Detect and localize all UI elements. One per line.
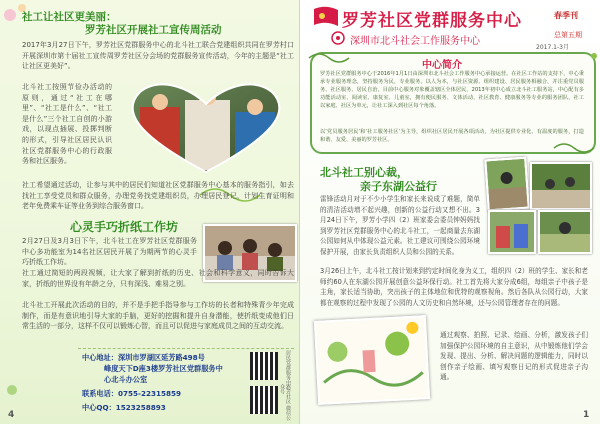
article-paragraph-2: 3月26日上午，北斗社工按计划来到约定时间化身为义工，组织四（2）班的学生、家长和老师约60人在东湖公园开展创意公益环保行动。社工首先将大家分成6组，每组亲子中孩子是主角，家长适当协助，突出孩子的主体地位和优特的观察视角。然后各队从公园行动，大家都在观察的过程中发现了公园的人文历史和自然环境，还与公园管理者存在的问题。 <box>320 267 588 307</box>
section1-heading1: 社工让社区更美丽： <box>22 11 117 23</box>
article-heading2: 亲子东湖公益行 <box>360 180 437 193</box>
section2-paragraph-3: 北斗社工开展此次活动的目的，并不是手把手指导参与工作坊的长者和特殊青少年完成制作，而是有意识地引导大家的手脑，更好的挖掘和提升自身潜能，使折纸变成他们日常生活的一部分，这样不仅可以锻炼心智，而且可以促进与家庭成员之间的互动交流。 <box>22 301 294 331</box>
page-number-right: 1 <box>583 410 590 420</box>
masthead-subtitle: 深圳市北斗社会工作服务中心 <box>350 36 480 47</box>
address-line-3: 心北斗办公室 <box>104 375 148 384</box>
qr-code-service-center <box>250 352 278 380</box>
section1-paragraph-3: 社工希望通过活动，让参与其中的居民们知道社区党群服务中心基本的服务指引，如去找社工享受党员和群众服务，办理党务找党建组织员，办理居民登记，计划生育证明和老年免费乘车证等业务到综合服务窗口。 <box>22 181 294 211</box>
article-paragraph-1: 雷锋活动月对于不少小学生和家长来说成了难题，简单的清洁活动增不起兴趣，创新的公益行动又想不出。3月24日下午，罗芳小学四（2）班家委会委员钟妈妈找到罗芳社区党群服务中心的北斗社工，一起商量去东湖公园如何从中体现公益元素。社工建议可围绕公园环境保护开展，由家长负责组织人员和公园的关系。 <box>320 195 480 256</box>
intro-text-2: 以‘党员服务居民’和‘社工服务社区’为主导，组织社区居民开展各项活动，为社区提供专业化、有温度的服务，打造和谐、友爱、美丽的罗芳社区。 <box>320 129 584 143</box>
child-drawing-image <box>314 315 430 405</box>
qr1-caption: 居民党群服务中心 <box>285 350 291 390</box>
contact-address <box>82 352 252 363</box>
qq-label: 中心QQ： <box>82 403 116 412</box>
address-label: 中心地址： <box>82 353 118 362</box>
park-photo-1 <box>484 157 530 212</box>
section1-paragraph-1: 2017年3月27日下午，罗芳社区党群服务中心的北斗社工联合党建组织共同在罗芳村口开展深圳市第十届社工宣传周罗芳社区分会场的党群服务宣传活动，今年的主题是“社工让社区更美好”。 <box>22 41 294 71</box>
edition-label: 春季刊 <box>554 11 578 20</box>
issue-label: 总第五期 <box>554 31 582 39</box>
park-photo-2 <box>530 162 592 210</box>
article-paragraph-3: 通过观察、拍照、记录、绘画、分析，激发孩子们加强保护公园环境的自主意识，从中锻炼他们学会发现、提出、分析、解决问题的逻辑能力，同时以创作亲子绘画、填写观察日记的形式促进亲子沟通。 <box>440 331 588 381</box>
party-flag-logo <box>312 6 340 32</box>
phone-label: 联系电话： <box>82 389 118 398</box>
park-photo-3 <box>488 210 536 254</box>
park-photo-4 <box>538 210 592 254</box>
qr2-caption: 罗芳社区 微信公众号 <box>279 384 291 421</box>
masthead-title: 罗芳社区党群服务中心 <box>342 11 522 31</box>
issue-date: 2017.1-3月 <box>536 44 569 51</box>
flower-icon <box>7 385 17 395</box>
contact-qq <box>82 402 252 413</box>
article-heading1: 北斗社工别心裁， <box>320 166 408 179</box>
section2-paragraph-2: 社工通过简短的两段视频，让大家了解到折纸的历史、社会和科学意义，同时告诉大家，折纸的世界没有年龄之分，只有深浅、难易之别。 <box>22 269 294 288</box>
contact-phone <box>82 388 252 399</box>
address-line-2: 峰度天下D座3楼罗芳社区党群服务中 <box>104 364 223 373</box>
right-page <box>300 0 600 424</box>
flower-icon <box>4 9 16 21</box>
section2-paragraph-1: 2月27日及3月3日下午，北斗社工在罗芳社区党群服务中心多功能室为14名社区居民开展了为期两节的心灵手巧折纸工作坊。 <box>22 237 197 267</box>
heart-photo-volunteers <box>120 82 292 174</box>
qq-value: 1523258893 <box>115 403 166 412</box>
intro-heading: 中心简介 <box>422 60 462 71</box>
section1-paragraph-2: 北斗社工按照节俭办活动的原则，通过“社工在哪里”、“社工是什么”、“社工是什么”三个社工自创的小游戏，以现点插展、投掷判断的形式，引导社区居民认识社区党群服务中心的行政服务和社区服务。 <box>22 83 112 166</box>
beidou-logo-icon <box>330 30 346 46</box>
intro-text: 罗芳社区党群服务中心于2016年1月1日由深圳市北斗社会工作服务中心承接运营。在社区工作站的支持下，中心秉承专业服务理念，坚持服务为民，专业服务，以人为本，与社区资源、组织建设、居民服务相融合，并注重党员服务、社区服务、居民自治，目前中心服务对象覆盖辖区全体居民，2013年初中心成立北斗社工服务站，中心配有多功能活动室、阅读室、康复室、儿童室，拥有便民服务、文体活动、社区教育、健康服务等专业的服务团队，社工以家庭、社区为单元，让社工深入到社区每个角落。 <box>320 71 584 109</box>
page-number-left: 4 <box>8 410 15 420</box>
qr-code-wechat <box>250 386 278 414</box>
section2-heading: 心灵手巧折纸工作坊 <box>70 220 179 234</box>
phone-value: 0755-22315859 <box>117 389 181 398</box>
section1-heading2: 罗芳社区开展社工宣传周活动 <box>85 24 222 36</box>
address-value: 深圳市罗湖区延芳路498号 <box>117 353 205 362</box>
